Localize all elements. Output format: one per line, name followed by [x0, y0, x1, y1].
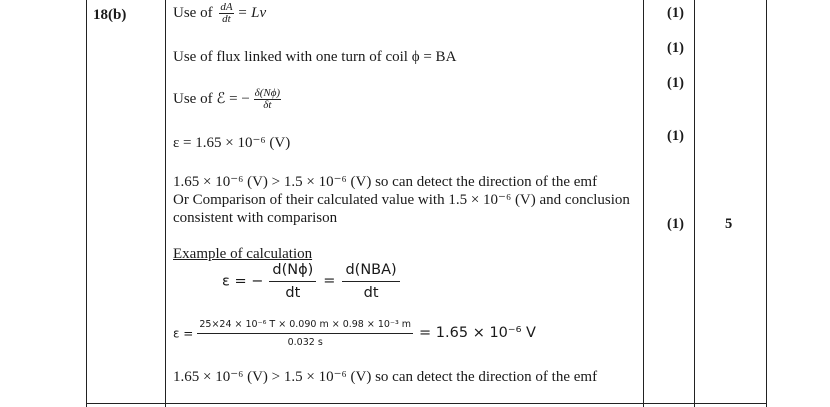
table-border-right — [766, 0, 767, 407]
answer-line-1: Use of $\frac{dA}{dt}$ = Lv — [173, 1, 267, 25]
answer-line-4: ε = 1.65 × 10⁻⁶ (V) — [173, 135, 291, 151]
table-border-left — [86, 0, 87, 407]
table-divider-answer — [643, 0, 644, 407]
example-equation-2: ε = $\frac{\text{25×24 × 10⁻⁶ T × 0.090 m × 0.98 × 10⁻³ m}}{0.032 s}$ = 1.65 × 10⁻⁶ V — [173, 319, 536, 348]
fraction-dA-dt: $\frac{dA}{dt}$ — [220, 1, 233, 25]
mark-3: (1) — [667, 75, 684, 91]
answer-line-2: Use of flux linked with one turn of coil ϕ = BA — [173, 49, 457, 65]
fraction-delta-flux: $\frac{\delta(N\phi)}{\delta t}$ — [254, 87, 281, 111]
mark-5: (1) — [667, 216, 684, 232]
comparison-line-1: 1.65 × 10⁻⁶ (V) > 1.5 × 10⁻⁶ (V) so can detect the direction of the emf — [173, 174, 598, 190]
example-heading: Example of calculation — [173, 246, 313, 262]
comparison-line-3: consistent with comparison — [173, 210, 338, 226]
answer-line-3: Use of ℰ = − $\frac{\delta(N\phi)}{\delta t}$ — [173, 87, 281, 111]
table-divider-question — [165, 0, 166, 407]
table-bottom-border — [86, 403, 766, 404]
example-equation-1: ε = − $\frac{d(N\phi)}{dt}$ = $\frac{\text{d(NBA)}}{dt}$ — [222, 263, 400, 300]
mark-2: (1) — [667, 40, 684, 56]
mark-4: (1) — [667, 128, 684, 144]
mark-1: (1) — [667, 5, 684, 21]
comparison-line-2: Or Comparison of their calculated value with 1.5 × 10⁻⁶ (V) and conclusion — [173, 192, 630, 208]
example-final-line: 1.65 × 10⁻⁶ (V) > 1.5 × 10⁻⁶ (V) so can detect the direction of the emf — [173, 369, 598, 385]
table-divider-mark — [694, 0, 695, 407]
total-marks: 5 — [725, 216, 733, 232]
question-number: 18(b) — [93, 7, 127, 23]
